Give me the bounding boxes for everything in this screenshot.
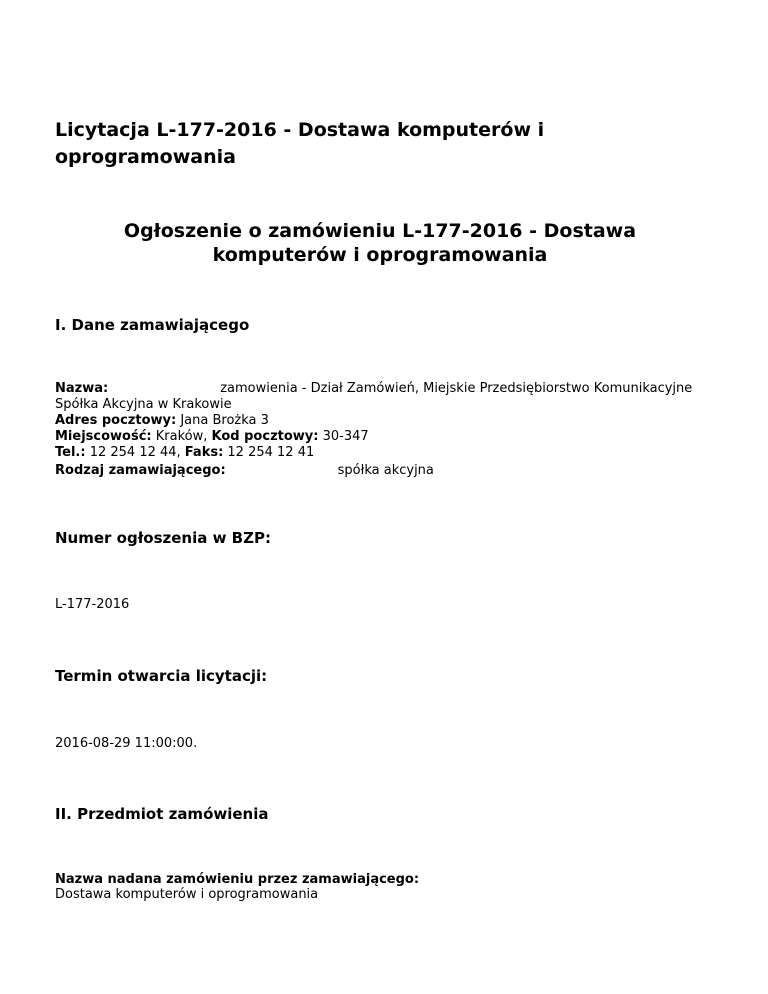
- authority-city-row: [55, 429, 735, 445]
- opening-date-value: 2016-08-29 11:00:00.: [55, 736, 198, 751]
- fax-value: 12 254 12 41: [223, 445, 315, 460]
- section-heading-subject: II. Przedmiot zamówienia: [55, 805, 269, 823]
- opening-date-heading: Termin otwarcia licytacji:: [55, 667, 268, 685]
- city-label: Miejscowość:: [55, 429, 152, 444]
- authority-name-label: Nazwa:: [55, 381, 109, 396]
- contracting-authority-details: [55, 381, 735, 479]
- authority-phone-row: [55, 445, 735, 461]
- section-heading-contracting-authority: I. Dane zamawiającego: [55, 316, 250, 334]
- authority-type-row: [55, 463, 735, 479]
- bzp-number-value: L-177-2016: [55, 597, 130, 612]
- tel-label: Tel.:: [55, 445, 86, 460]
- postcode-label: Kod pocztowy:: [211, 429, 319, 444]
- authority-name-row: [55, 381, 735, 413]
- bzp-number-heading: Numer ogłoszenia w BZP:: [55, 529, 271, 547]
- fax-label: Faks:: [184, 445, 224, 460]
- authority-name-value: zamowienia - Dział Zamówień, Miejskie Przedsiębiorstwo Komunikacyjne Spółka Akcyjna w Krakowie: [55, 381, 693, 412]
- address-label: Adres pocztowy:: [55, 413, 177, 428]
- page-title: Licytacja L-177-2016 - Dostawa komputerów i oprogramowania: [55, 119, 545, 168]
- postcode-value: 30-347: [318, 429, 369, 444]
- notice-title: Ogłoszenie o zamówieniu L-177-2016 - Dostawa komputerów i oprogramowania: [123, 220, 637, 266]
- authority-address-row: [55, 413, 735, 429]
- subject-name-value: Dostawa komputerów i oprogramowania: [55, 887, 319, 902]
- address-value: Jana Brożka 3: [176, 413, 269, 428]
- authority-type-label: Rodzaj zamawiającego:: [55, 463, 226, 478]
- city-value: Kraków,: [151, 429, 212, 444]
- authority-type-value: spółka akcyjna: [337, 463, 434, 478]
- tel-value: 12 254 12 44,: [85, 445, 185, 460]
- subject-name-label: Nazwa nadana zamówieniu przez zamawiającego:: [55, 872, 420, 887]
